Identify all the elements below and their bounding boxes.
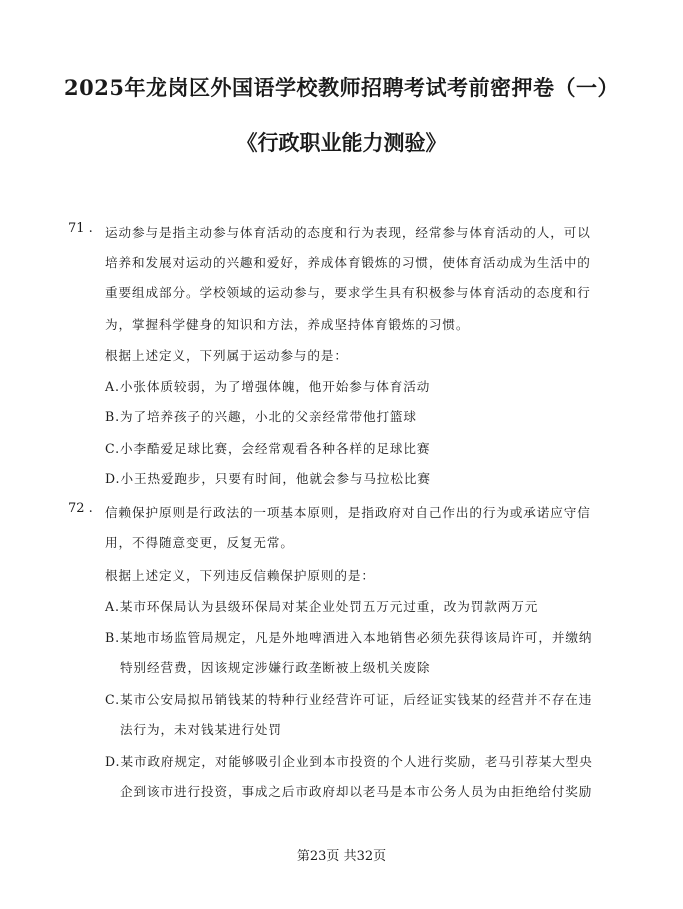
question-prompt: 根据上述定义，下列属于运动参与的是： — [105, 348, 348, 363]
question-stem-line: 培养和发展对运动的兴趣和爱好，养成体育锻炼的习惯，使体育活动成为生活中的 — [105, 255, 591, 270]
page-title: 2025年龙岗区外国语学校教师招聘考试考前密押卷（一） — [64, 75, 619, 100]
option-a: A.小张体质较弱，为了增强体魄，他开始参与体育活动 — [105, 379, 431, 394]
question-stem-line: 用，不得随意变更，反复无常。 — [105, 535, 294, 550]
option-b-continued: 特别经营费，因该规定涉嫌行政垄断被上级机关废除 — [120, 660, 431, 675]
question-stem-line: 运动参与是指主动参与体育活动的态度和行为表现，经常参与体育活动的人，可以 — [105, 225, 591, 240]
question-prompt: 根据上述定义，下列违反信赖保护原则的是： — [105, 568, 375, 583]
option-b: B.为了培养孩子的兴趣，小北的父亲经常带他打篮球 — [105, 409, 417, 424]
option-d: D.小王热爱跑步，只要有时间，他就会参与马拉松比赛 — [105, 471, 431, 486]
option-c-continued: 法行为，未对钱某进行处罚 — [120, 722, 282, 737]
option-d: D.某市政府规定，对能够吸引企业到本市投资的个人进行奖励，老马引荐某大型央 — [105, 754, 593, 769]
page-subtitle: 《行政职业能力测验》 — [236, 130, 447, 155]
question-stem-line: 重要组成部分。学校领域的运动参与，要求学生具有积极参与体育活动的态度和行 — [105, 285, 591, 300]
option-b: B.某地市场监管局规定，凡是外地啤酒进入本地销售必须先获得该局许可，并缴纳 — [105, 630, 593, 645]
question-stem-line: 为，掌握科学健身的知识和方法，养成坚持体育锻炼的习惯。 — [105, 317, 470, 332]
question-number: 71 . — [68, 221, 93, 236]
page-footer: 第23页 共32页 — [296, 849, 387, 864]
option-d-continued: 企到该市进行投资，事成之后市政府却以老马是本市公务人员为由拒绝给付奖励 — [120, 784, 593, 799]
option-c: C.小李酷爱足球比赛，会经常观看各种各样的足球比赛 — [105, 441, 431, 456]
option-c: C.某市公安局拟吊销钱某的特种行业经营许可证，后经证实钱某的经营并不存在违 — [105, 692, 593, 707]
question-number: 72 . — [68, 501, 93, 516]
option-a: A.某市环保局认为县级环保局对某企业处罚五万元过重，改为罚款两万元 — [105, 599, 539, 614]
question-stem-line: 信赖保护原则是行政法的一项基本原则，是指政府对自己作出的行为或承诺应守信 — [105, 505, 591, 520]
